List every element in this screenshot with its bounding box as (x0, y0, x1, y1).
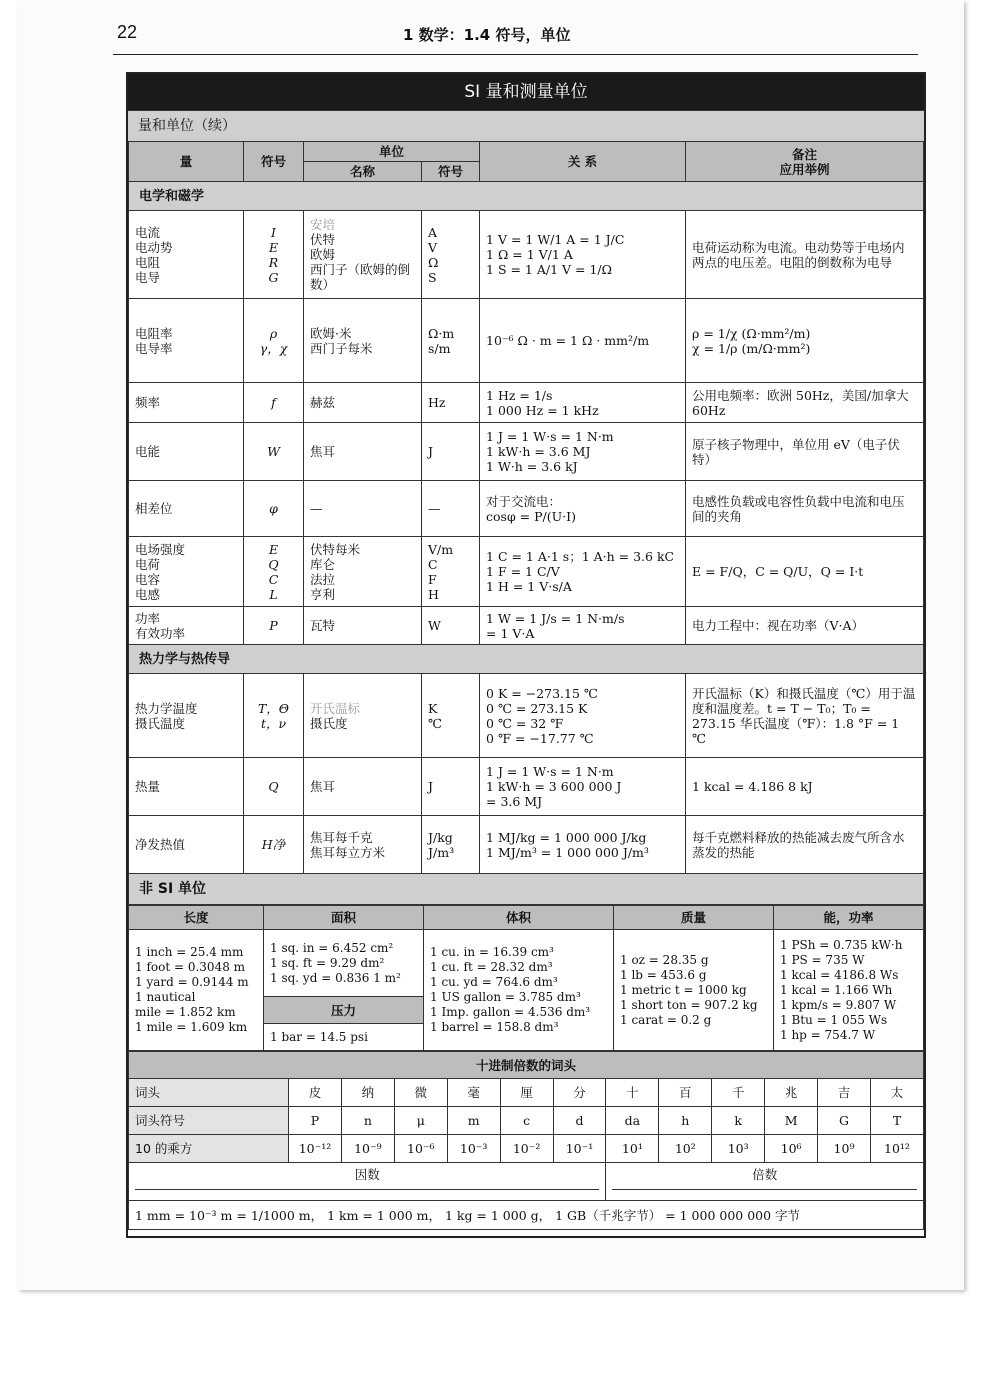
note-cell: ρ = 1/χ (Ω·mm²/m) χ = 1/ρ (m/Ω·mm²) (686, 299, 924, 383)
table-row (129, 481, 924, 537)
note-cell: 电力工程中：视在功率（V·A） (686, 607, 924, 645)
multiple-cell (606, 1163, 924, 1201)
prefix-names-cell: 纳 (341, 1079, 394, 1107)
unit-name: 焦耳 (310, 444, 336, 459)
quantity-cell: 相差位 (129, 481, 244, 537)
factor-label: 因数 (354, 1167, 380, 1182)
unit-symbol-cell: J/kg J/m³ (422, 816, 480, 874)
page-header (113, 18, 918, 55)
table-row (129, 423, 924, 481)
non-si-head-pressure: 压力 (264, 997, 424, 1024)
quantity-cell: 净发热值 (129, 816, 244, 874)
table-row (129, 383, 924, 423)
symbol-cell: I E R G (244, 211, 304, 299)
non-si-mass: 1 oz = 28.35 g 1 lb = 453.6 g 1 metric t = 1000 kg 1 short ton = 907.2 kg 1 carat = 0.2 g (614, 930, 774, 1051)
relation-cell: 1 J = 1 W·s = 1 N·m 1 kW·h = 3.6 MJ 1 W·h = 3.6 kJ (480, 423, 686, 481)
col-head-unit-name: 名称 (304, 162, 422, 182)
unit-name: 焦耳 (310, 779, 336, 794)
continued-label: 量和单位（续） (128, 110, 924, 141)
unit-name-cell (304, 211, 422, 299)
note-cell: 电感性负载或电容性负载中电流和电压间的夹角 (686, 481, 924, 537)
prefix-symbols-cell: m (447, 1107, 500, 1135)
note-cell: 每千克燃料释放的热能减去废气所含水蒸发的热能 (686, 816, 924, 874)
col-head-relation: 关 系 (480, 142, 686, 182)
note-cell: 电荷运动称为电流。电动势等于电场内两点的电压差。电阻的倒数称为电导 (686, 211, 924, 299)
unit-name: 赫兹 (310, 395, 336, 410)
unit-symbol-cell: — (422, 481, 480, 537)
unit-name-cell (304, 816, 422, 874)
prefix-names-cell: 毫 (447, 1079, 500, 1107)
symbol-cell: H净 (244, 816, 304, 874)
prefix-names-cell: 厘 (500, 1079, 553, 1107)
prefix-powers-cell: 10⁹ (818, 1135, 871, 1163)
prefix-symbols-cell: P (289, 1107, 342, 1135)
prefix-symbols-cell: k (712, 1107, 765, 1135)
prefix-powers-cell: 10⁻⁶ (394, 1135, 447, 1163)
prefix-powers-cell: 10⁻¹² (289, 1135, 342, 1163)
quantity-cell: 功率 有效功率 (129, 607, 244, 645)
unit-name: 伏特 欧姆 西门子（欧姆的倒数） (310, 232, 411, 292)
page-title: 1 数学：1.4 符号，单位 (403, 26, 571, 44)
non-si-head-energy: 能，功率 (774, 906, 924, 930)
table-row (129, 607, 924, 645)
unit-name-cell (304, 299, 422, 383)
prefix-symbols-cell: μ (394, 1107, 447, 1135)
unit-name-cell (304, 758, 422, 816)
unit-name-cell (304, 607, 422, 645)
prefix-symbols-cell: M (765, 1107, 818, 1135)
prefix-powers-cell: 10³ (712, 1135, 765, 1163)
symbol-cell: T，Θ t，ν (244, 674, 304, 758)
prefix-names-cell: 千 (712, 1079, 765, 1107)
quantity-cell: 电阻率 电导率 (129, 299, 244, 383)
prefix-powers-cell: 10⁻¹ (553, 1135, 606, 1163)
prefix-row-label: 10 的乘方 (129, 1135, 289, 1163)
relation-cell: 0 K = −273.15 ℃ 0 ℃ = 273.15 K 0 ℃ = 32 ℉ 0 ℉ = −17.77 ℃ (480, 674, 686, 758)
multiple-arrow (612, 1182, 917, 1196)
prefix-names-cell: 十 (606, 1079, 659, 1107)
symbol-cell: ρ γ，χ (244, 299, 304, 383)
quantity-cell: 电能 (129, 423, 244, 481)
quantity-cell: 热力学温度 摄氏温度 (129, 674, 244, 758)
note-cell: 开氏温标（K）和摄氏温度（℃）用于温度和温度差。t = T − T₀；T₀ = 273.15 华氏温度（℉）：1.8 °F = 1 ℃ (686, 674, 924, 758)
prefix-powers-cell: 10¹ (606, 1135, 659, 1163)
unit-name: 欧姆·米 西门子每米 (310, 325, 373, 356)
unit-name-legacy: 开氏温标 (310, 700, 361, 716)
symbol-cell: Q (244, 758, 304, 816)
note-cell: 1 kcal = 4.186 8 kJ (686, 758, 924, 816)
unit-symbol-cell: J (422, 758, 480, 816)
non-si-length: 1 inch = 25.4 mm 1 foot = 0.3048 m 1 yard = 0.9144 m 1 nautical mile = 1.852 km 1 mile = 1.609 km (129, 930, 264, 1051)
prefix-powers-cell: 10⁻⁹ (341, 1135, 394, 1163)
non-si-head-mass: 质量 (614, 906, 774, 930)
table-row (129, 537, 924, 607)
unit-name: 瓦特 (310, 618, 336, 633)
relation-cell: 1 MJ/kg = 1 000 000 J/kg 1 MJ/m³ = 1 000 000 J/m³ (480, 816, 686, 874)
relation-cell: 1 W = 1 J/s = 1 N·m/s = 1 V·A (480, 607, 686, 645)
factor-arrow (135, 1182, 599, 1196)
prefix-symbols-cell: T (870, 1107, 923, 1135)
non-si-area: 1 sq. in = 6.452 cm² 1 sq. ft = 9.29 dm² 1 sq. yd = 0.836 1 m² (264, 930, 424, 997)
main-table (128, 141, 924, 905)
table-row (129, 299, 924, 383)
symbol-cell: P (244, 607, 304, 645)
prefix-powers-cell: 10² (659, 1135, 712, 1163)
prefix-names-cell: 百 (659, 1079, 712, 1107)
prefix-symbols-cell: da (606, 1107, 659, 1135)
prefix-row-label: 词头 (129, 1079, 289, 1107)
relation-cell: 1 V = 1 W/1 A = 1 J/C 1 Ω = 1 V/1 A 1 S = 1 A/1 V = 1/Ω (480, 211, 686, 299)
prefix-table (128, 1051, 924, 1230)
footer-examples: 1 mm = 10⁻³ m = 1/1000 m， 1 km = 1 000 m， 1 kg = 1 000 g， 1 GB（千兆字节） = 1 000 000 000 字节 (129, 1201, 924, 1230)
section-em: 电学和磁学 (129, 182, 924, 211)
prefix-powers-cell: 10⁻³ (447, 1135, 500, 1163)
page (18, 0, 964, 1290)
prefix-row-label: 词头符号 (129, 1107, 289, 1135)
quantity-cell: 电流 电动势 电阻 电导 (129, 211, 244, 299)
prefix-names-cell: 太 (870, 1079, 923, 1107)
symbol-cell: W (244, 423, 304, 481)
page-number: 22 (117, 22, 138, 42)
prefix-powers-cell: 10⁶ (765, 1135, 818, 1163)
prefix-names-cell: 皮 (289, 1079, 342, 1107)
col-head-qty: 量 (129, 142, 244, 182)
prefix-names-cell: 兆 (765, 1079, 818, 1107)
prefix-title: 十进制倍数的词头 (129, 1052, 924, 1079)
unit-symbol-cell: K ℃ (422, 674, 480, 758)
section-non-si: 非 SI 单位 (129, 874, 924, 905)
em-rows (129, 211, 924, 645)
relation-cell: 1 Hz = 1/s 1 000 Hz = 1 kHz (480, 383, 686, 423)
thermo-rows (129, 674, 924, 874)
table-row (129, 674, 924, 758)
relation-cell: 1 J = 1 W·s = 1 N·m 1 kW·h = 3 600 000 J = 3.6 MJ (480, 758, 686, 816)
unit-name: 伏特每米 库仑 法拉 亨利 (310, 541, 361, 602)
unit-symbol-cell: Ω·m s/m (422, 299, 480, 383)
unit-name: — (310, 501, 323, 516)
prefix-symbols-cell: n (341, 1107, 394, 1135)
symbol-cell: φ (244, 481, 304, 537)
non-si-energy: 1 PSh = 0.735 kW·h 1 PS = 735 W 1 kcal = 4186.8 Ws 1 kcal = 1.166 Wh 1 kpm/s = 9.807 W 1 Btu = 1 055 Ws 1 hp = 754.7 W (774, 930, 924, 1051)
prefix-names-cell: 分 (553, 1079, 606, 1107)
table-row (129, 758, 924, 816)
unit-symbol-cell: A V Ω S (422, 211, 480, 299)
quantity-cell: 频率 (129, 383, 244, 423)
col-head-unit: 单位 (304, 142, 480, 162)
prefix-powers-cell: 10⁻² (500, 1135, 553, 1163)
si-table-frame (126, 72, 926, 1238)
table-row (129, 211, 924, 299)
non-si-table (128, 905, 924, 1051)
section-thermo: 热力学与热传导 (129, 645, 924, 674)
col-head-note: 备注 应用举例 (686, 142, 924, 182)
quantity-cell: 电场强度 电荷 电容 电感 (129, 537, 244, 607)
unit-name-cell (304, 383, 422, 423)
unit-name: 摄氏度 (310, 715, 348, 731)
unit-name-legacy: 安培 (310, 217, 336, 232)
col-head-sym: 符号 (244, 142, 304, 182)
unit-name-cell (304, 537, 422, 607)
note-cell: E = F/Q，C = Q/U，Q = I·t (686, 537, 924, 607)
unit-symbol-cell: Hz (422, 383, 480, 423)
col-head-unit-sym: 符号 (422, 162, 480, 182)
prefix-symbols-cell: d (553, 1107, 606, 1135)
prefix-symbols-cell: G (818, 1107, 871, 1135)
prefix-symbols-cell: c (500, 1107, 553, 1135)
unit-symbol-cell: W (422, 607, 480, 645)
unit-name-cell (304, 674, 422, 758)
non-si-head-volume: 体积 (424, 906, 614, 930)
table-row (129, 816, 924, 874)
non-si-head-area: 面积 (264, 906, 424, 930)
prefix-names-cell: 吉 (818, 1079, 871, 1107)
table-banner: SI 量和测量单位 (128, 74, 924, 110)
symbol-cell: f (244, 383, 304, 423)
unit-name: 焦耳每千克 焦耳每立方米 (310, 829, 386, 860)
quantity-cell: 热量 (129, 758, 244, 816)
non-si-pressure: 1 bar = 14.5 psi (264, 1024, 424, 1051)
unit-symbol-cell: V/m C F H (422, 537, 480, 607)
multiple-label: 倍数 (752, 1167, 778, 1182)
prefix-names-cell: 微 (394, 1079, 447, 1107)
unit-name-cell (304, 423, 422, 481)
symbol-cell: E Q C L (244, 537, 304, 607)
unit-symbol-cell: J (422, 423, 480, 481)
prefix-powers-cell: 10¹² (870, 1135, 923, 1163)
relation-cell: 对于交流电： cosφ = P/(U·I) (480, 481, 686, 537)
note-cell: 公用电频率：欧洲 50Hz，美国/加拿大 60Hz (686, 383, 924, 423)
note-cell: 原子核子物理中，单位用 eV（电子伏特） (686, 423, 924, 481)
non-si-volume: 1 cu. in = 16.39 cm³ 1 cu. ft = 28.32 dm³ 1 cu. yd = 764.6 dm³ 1 US gallon = 3.785 dm³ 1 Imp. gallon = 4.536 dm³ 1 barrel = 158.8 dm³ (424, 930, 614, 1051)
relation-cell: 10⁻⁶ Ω · m = 1 Ω · mm²/m (480, 299, 686, 383)
non-si-head-length: 长度 (129, 906, 264, 930)
unit-name-cell (304, 481, 422, 537)
prefix-symbols-cell: h (659, 1107, 712, 1135)
relation-cell: 1 C = 1 A·1 s；1 A·h = 3.6 kC 1 F = 1 C/V 1 H = 1 V·s/A (480, 537, 686, 607)
factor-cell (129, 1163, 606, 1201)
